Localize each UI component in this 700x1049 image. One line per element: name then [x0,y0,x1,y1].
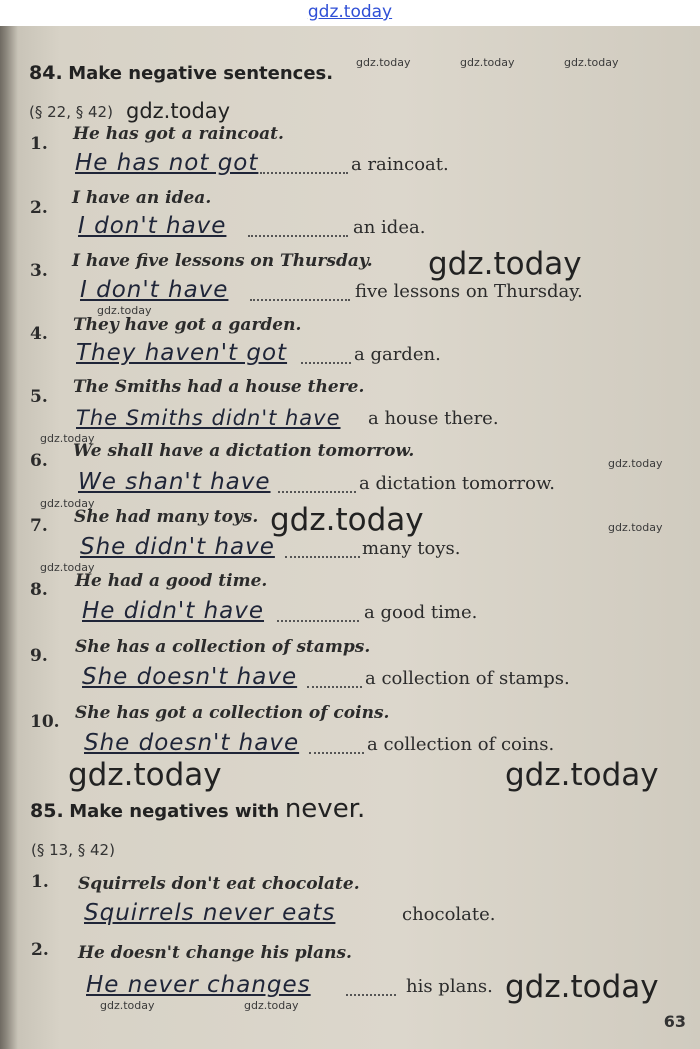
exercise-85-title: Make negatives with [69,801,280,822]
watermark: gdz.today [126,99,231,123]
watermark: gdz.today [100,999,155,1012]
answer-line [76,342,476,368]
item-number: 8. [30,580,48,600]
dotted-line [309,752,364,754]
answer-line [78,215,478,241]
handwritten-answer: I don't have [78,213,227,239]
watermark: gdz.today [40,497,95,510]
item-number: 1. [31,872,49,892]
watermark: gdz.today [428,246,582,282]
item-number: 5. [30,387,48,407]
answer-line [80,279,620,305]
prompt-text: He doesn't change his plans. [78,943,352,963]
watermark: gdz.today [97,304,152,317]
handwritten-answer: We shan't have [78,469,271,495]
item-number: 1. [30,134,48,154]
item-number: 10. [30,712,60,732]
exercise-85-reference: (§ 13, § 42) [31,841,115,859]
prompt-text: He had a good time. [75,571,268,591]
sentence-ending: a collection of stamps. [365,668,570,689]
exercise-84-number: 84. [29,62,63,84]
exercise-85-number: 85. [30,800,64,822]
item-number: 3. [30,261,48,281]
sentence-ending: five lessons on Thursday. [355,281,583,302]
handwritten-answer: He never changes [86,972,311,998]
watermark: gdz.today [40,432,95,445]
sentence-ending: chocolate. [402,904,496,925]
sentence-ending: a dictation tomorrow. [359,473,555,494]
top-bar [0,0,700,26]
watermark: gdz.today [40,561,95,574]
dotted-line [260,172,348,174]
answer-line [82,600,502,626]
watermark: gdz.today [608,457,663,470]
sentence-ending: many toys. [362,538,461,559]
prompt-text: The Smiths had a house there. [73,377,365,397]
exercise-85-keyword: never. [284,794,366,824]
dotted-line [250,299,350,301]
dotted-line [285,556,360,558]
answer-line [78,471,588,497]
sentence-ending: a good time. [364,602,478,623]
prompt-text: She has a collection of stamps. [75,637,371,657]
prompt-text: Squirrels don't eat chocolate. [78,874,360,894]
exercise-85-heading [30,794,365,824]
dotted-line [278,491,356,493]
answer-line [86,974,506,1000]
watermark: gdz.today [505,757,659,793]
item-number: 2. [30,198,48,218]
handwritten-answer: Squirrels never eats [84,900,336,926]
sentence-ending: a house there. [368,408,499,429]
workbook-page [0,26,700,1049]
sentence-ending: a raincoat. [351,154,449,175]
item-number: 9. [30,646,48,666]
prompt-text: He has got a raincoat. [73,124,284,144]
answer-line [80,536,480,562]
watermark: gdz.today [505,969,659,1005]
item-number: 7. [30,516,48,536]
sentence-ending: an idea. [353,217,426,238]
dotted-line [301,362,351,364]
prompt-text: I have five lessons on Thursday. [72,251,373,271]
watermark: gdz.today [68,757,222,793]
sentence-ending: his plans. [406,976,493,997]
dotted-line [277,620,359,622]
item-number: 6. [30,451,48,471]
watermark: gdz.today [608,521,663,534]
handwritten-answer: He has not got [75,150,259,176]
handwritten-answer: He didn't have [82,598,265,624]
exercise-84-title: Make negative sentences. [68,63,334,84]
dotted-line [307,686,362,688]
handwritten-answer: She doesn't have [84,730,300,756]
prompt-text: We shall have a dictation tomorrow. [73,441,415,461]
site-logo-link[interactable]: gdz.today [307,2,393,22]
prompt-text: She had many toys. [74,507,259,527]
watermark: gdz.today [270,502,424,538]
dotted-line [248,235,348,237]
answer-line [76,406,516,432]
handwritten-answer: They haven't got [76,340,288,366]
page-number: 63 [663,1012,686,1031]
prompt-text: They have got a garden. [73,315,302,335]
item-number: 4. [30,324,48,344]
answer-line [75,152,495,178]
answer-line [84,902,524,928]
dotted-line [346,994,396,996]
handwritten-answer: I don't have [80,277,229,303]
handwritten-answer: The Smiths didn't have [76,406,341,430]
watermark: gdz.today [460,56,515,69]
exercise-84-heading [29,62,333,84]
prompt-text: She has got a collection of coins. [75,703,390,723]
prompt-text: I have an idea. [72,188,212,208]
sentence-ending: a collection of coins. [367,734,555,755]
answer-line [84,732,604,758]
watermark: gdz.today [564,56,619,69]
item-number: 2. [31,940,49,960]
handwritten-answer: She didn't have [80,534,275,560]
sentence-ending: a garden. [354,344,441,365]
exercise-84-reference: (§ 22, § 42) [29,103,113,121]
watermark: gdz.today [356,56,411,69]
handwritten-answer: She doesn't have [82,664,298,690]
answer-line [82,666,602,692]
watermark: gdz.today [244,999,299,1012]
